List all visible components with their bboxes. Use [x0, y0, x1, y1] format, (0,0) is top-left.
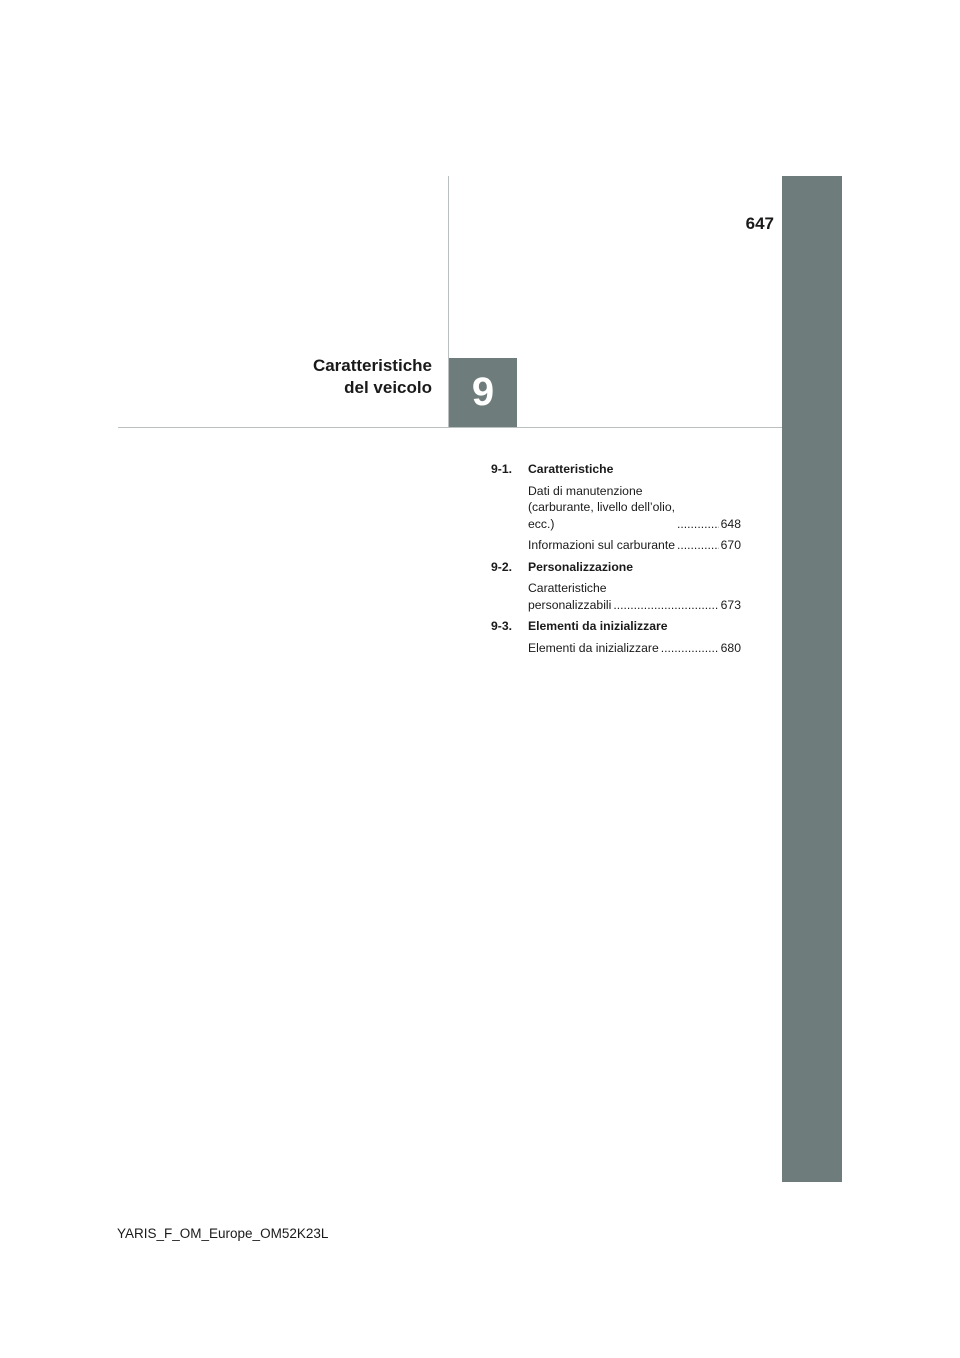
- horizontal-divider: [118, 427, 782, 428]
- table-of-contents: [491, 461, 741, 661]
- chapter-number-badge: [449, 358, 517, 427]
- toc-section: [491, 461, 741, 554]
- toc-entry-text: Caratteristiche personalizzabili: [528, 581, 612, 612]
- toc-section-title: Elementi da inizializzare: [528, 619, 668, 633]
- document-footer-code: YARIS_F_OM_Europe_OM52K23L: [117, 1226, 329, 1241]
- toc-entry-text: Dati di manutenzione (carburante, livello dell’olio, ecc.): [528, 483, 675, 531]
- page-number: 647: [745, 214, 774, 233]
- dot-leader: [613, 597, 718, 614]
- toc-entry-page: 673: [720, 597, 741, 612]
- toc-entry-text: Elementi da inizializzare: [528, 640, 659, 655]
- toc-entry[interactable]: [528, 483, 741, 533]
- toc-entry-page: 648: [720, 516, 741, 531]
- toc-section-title: Personalizzazione: [528, 559, 633, 574]
- chapter-title: Caratteristiche del veicolo: [312, 356, 432, 397]
- toc-entry[interactable]: [528, 537, 741, 554]
- chapter-side-tab: [782, 176, 842, 1182]
- toc-section-title: Caratteristiche: [528, 462, 614, 476]
- toc-section-number: 9-3.: [491, 619, 513, 633]
- chapter-number: 9: [471, 370, 495, 414]
- toc-section-number: 9-1.: [491, 462, 513, 476]
- toc-section-heading[interactable]: [491, 461, 741, 478]
- toc-section-heading[interactable]: [491, 618, 741, 635]
- toc-section: [491, 559, 741, 614]
- toc-section-number: 9-2.: [491, 559, 513, 574]
- toc-entry-text: Informazioni sul carburante: [528, 538, 675, 552]
- toc-entry-page: 670: [720, 538, 741, 552]
- dot-leader: [677, 516, 719, 533]
- dot-leader: [661, 640, 719, 657]
- toc-entry[interactable]: [528, 580, 741, 613]
- toc-entry-page: 680: [720, 640, 741, 655]
- dot-leader: [677, 537, 719, 554]
- toc-section-heading[interactable]: [491, 559, 741, 576]
- toc-section: [491, 618, 741, 656]
- toc-entry[interactable]: [528, 640, 741, 657]
